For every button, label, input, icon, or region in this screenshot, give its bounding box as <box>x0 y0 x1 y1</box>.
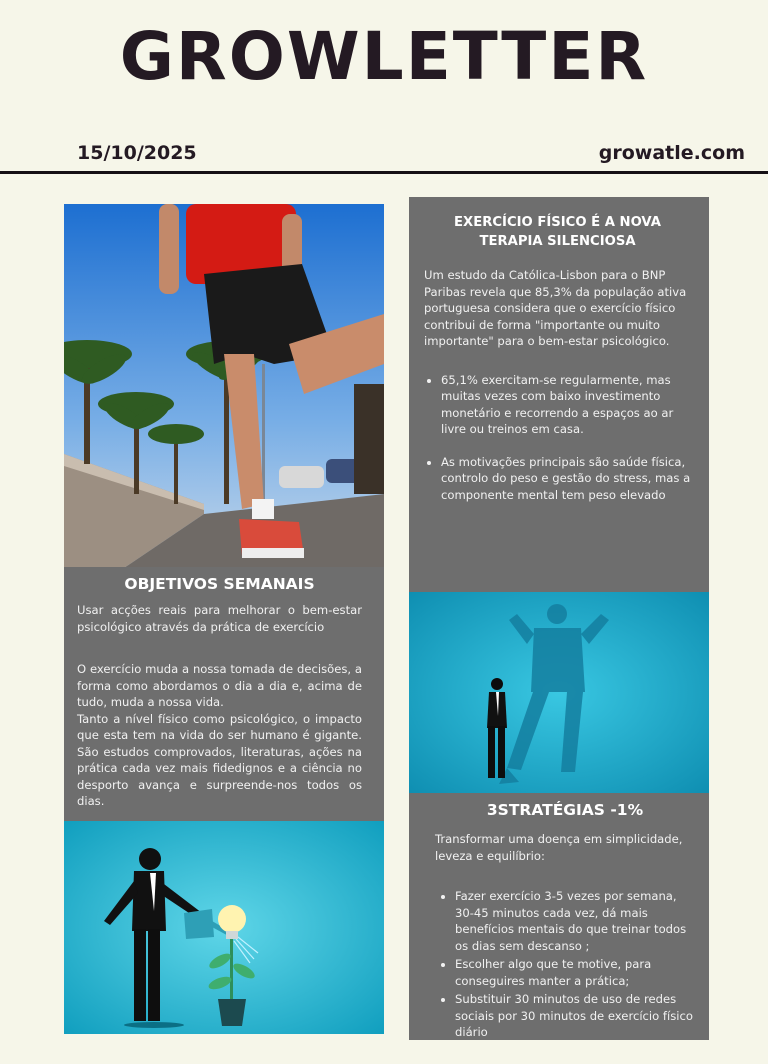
strategies-list <box>435 888 695 1041</box>
strategies-intro: Transformar uma doença em simplicidade, leveza e equilíbrio: <box>435 832 683 863</box>
article-title: EXERCÍCIO FÍSICO É A NOVA TERAPIA SILENCIOSA <box>454 215 661 249</box>
issue-date: 15/10/2025 <box>77 142 197 164</box>
article-intro: Um estudo da Católica-Lisbon para o BNP Paribas revela que 85,3% da população ativa portuguesa considera que o exercício físico contribui de forma "importante ou muito importante" para o bem-estar psicológico. <box>424 268 687 348</box>
article-bullet: • 65,1% exercitam-se regularmente, mas muitas vezes com baixo investimento monetário e recorrendo a espaços ao ar livre ou treinos em casa. <box>441 372 691 438</box>
article-bullets <box>424 372 691 504</box>
objectives-paragraph-3: Tanto a nível físico como psicológico, o impacto que esta tem na vida do ser humano é gigante. São estudos comprovados, literaturas, ações na prática cada vez mais fidedignos e a ciência no desporto avança e surpreende-nos todos os dias. <box>77 711 362 808</box>
watering-lightbulb-illustration <box>64 821 384 1034</box>
strategy-item: • Substituir 30 minutos de uso de redes sociais por 30 minutos de exercício físico diário <box>455 991 695 1041</box>
objectives-title: OBJETIVOS SEMANAIS <box>124 575 315 593</box>
runner-photo <box>64 204 384 568</box>
article-panel <box>409 197 709 592</box>
objectives-panel <box>64 567 384 821</box>
header-divider <box>0 171 768 174</box>
strategies-title: 3STRATÉGIAS -1% <box>486 801 644 819</box>
strategy-item: • Escolher algo que te motive, para conseguires manter a prática; <box>455 956 695 989</box>
strategy-item: • Fazer exercício 3-5 vezes por semana, 30-45 minutos cada vez, dá mais benefícios mentais do que treinar todos os dias sem descanso ; <box>455 888 695 954</box>
businessman-strong-shadow-illustration <box>409 592 709 793</box>
objectives-paragraph-1: Usar acções reais para melhorar o bem-estar psicológico através da prática de exercício <box>77 603 362 634</box>
strategies-panel <box>409 793 709 1040</box>
objectives-paragraph-2: O exercício muda a nossa tomada de decisões, a forma como abordamos o dia a dia e, acima de tudo, muda a nossa vida. <box>77 662 362 709</box>
website-link[interactable]: growatle.com <box>598 142 745 164</box>
newsletter-title: GROWLETTER <box>119 18 649 95</box>
article-bullet: • As motivações principais são saúde física, controlo do peso e gestão do stress, mas a componente mental tem peso elevado <box>441 454 691 504</box>
